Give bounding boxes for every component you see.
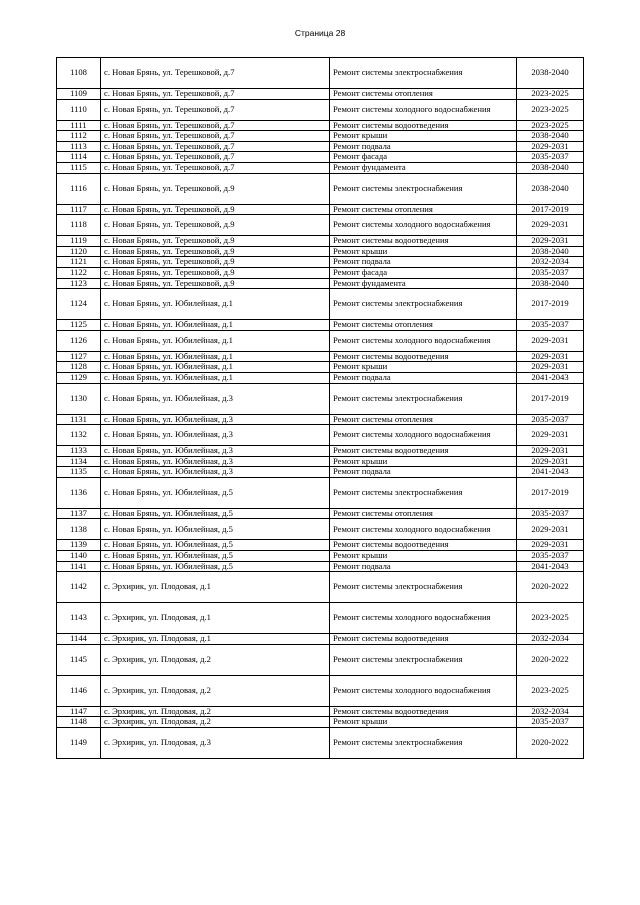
table-row [57, 351, 584, 362]
period-cell: 2038-2040 [517, 58, 584, 89]
row-number-cell: 1112 [57, 131, 101, 142]
period-cell: 2041-2043 [517, 467, 584, 478]
row-number-cell: 1134 [57, 456, 101, 467]
address-cell: с. Эрхирик, ул. Плодовая, д.1 [101, 572, 330, 603]
table-row [57, 508, 584, 519]
table-row [57, 131, 584, 142]
table-row [57, 425, 584, 446]
address-cell: с. Новая Брянь, ул. Юбилейная, д.5 [101, 477, 330, 508]
row-number-cell: 1120 [57, 246, 101, 257]
period-cell: 2038-2040 [517, 246, 584, 257]
work-type-cell: Ремонт системы холодного водоснабжения [330, 99, 517, 120]
address-cell: с. Новая Брянь, ул. Юбилейная, д.1 [101, 362, 330, 373]
work-type-cell: Ремонт фасада [330, 267, 517, 278]
address-cell: с. Новая Брянь, ул. Терешковой, д.7 [101, 99, 330, 120]
address-cell: с. Новая Брянь, ул. Юбилейная, д.5 [101, 540, 330, 551]
row-number-cell: 1132 [57, 425, 101, 446]
row-number-cell: 1117 [57, 204, 101, 215]
work-type-cell: Ремонт системы водоотведения [330, 706, 517, 717]
work-type-cell: Ремонт системы холодного водоснабжения [330, 603, 517, 634]
row-number-cell: 1121 [57, 257, 101, 268]
period-cell: 2038-2040 [517, 162, 584, 173]
table-row [57, 289, 584, 320]
work-type-cell: Ремонт системы водоотведения [330, 236, 517, 247]
address-cell: с. Новая Брянь, ул. Юбилейная, д.5 [101, 519, 330, 540]
address-cell: с. Новая Брянь, ул. Терешковой, д.7 [101, 131, 330, 142]
row-number-cell: 1141 [57, 561, 101, 572]
work-type-cell: Ремонт системы электроснабжения [330, 728, 517, 759]
period-cell: 2020-2022 [517, 644, 584, 675]
row-number-cell: 1146 [57, 675, 101, 706]
period-cell: 2017-2019 [517, 289, 584, 320]
period-cell: 2038-2040 [517, 173, 584, 204]
table-row [57, 456, 584, 467]
period-cell: 2029-2031 [517, 456, 584, 467]
table-row [57, 706, 584, 717]
address-cell: с. Новая Брянь, ул. Терешковой, д.9 [101, 246, 330, 257]
row-number-cell: 1144 [57, 634, 101, 645]
period-cell: 2035-2037 [517, 414, 584, 425]
work-type-cell: Ремонт системы электроснабжения [330, 572, 517, 603]
table-row [57, 467, 584, 478]
period-cell: 2035-2037 [517, 551, 584, 562]
period-cell: 2029-2031 [517, 141, 584, 152]
table-row [57, 58, 584, 89]
row-number-cell: 1116 [57, 173, 101, 204]
period-cell: 2032-2034 [517, 257, 584, 268]
address-cell: с. Новая Брянь, ул. Юбилейная, д.3 [101, 383, 330, 414]
period-cell: 2029-2031 [517, 425, 584, 446]
row-number-cell: 1129 [57, 372, 101, 383]
period-cell: 2035-2037 [517, 267, 584, 278]
work-type-cell: Ремонт системы водоотведения [330, 120, 517, 131]
period-cell: 2017-2019 [517, 477, 584, 508]
row-number-cell: 1119 [57, 236, 101, 247]
address-cell: с. Новая Брянь, ул. Терешковой, д.9 [101, 278, 330, 289]
table-row [57, 89, 584, 100]
row-number-cell: 1143 [57, 603, 101, 634]
period-cell: 2035-2037 [517, 320, 584, 331]
work-type-cell: Ремонт системы холодного водоснабжения [330, 330, 517, 351]
table-row [57, 99, 584, 120]
row-number-cell: 1136 [57, 477, 101, 508]
row-number-cell: 1139 [57, 540, 101, 551]
address-cell: с. Эрхирик, ул. Плодовая, д.2 [101, 717, 330, 728]
address-cell: с. Новая Брянь, ул. Терешковой, д.7 [101, 162, 330, 173]
address-cell: с. Новая Брянь, ул. Терешковой, д.9 [101, 215, 330, 236]
work-type-cell: Ремонт фасада [330, 152, 517, 163]
table-row [57, 141, 584, 152]
table-row [57, 257, 584, 268]
table-row [57, 477, 584, 508]
address-cell: с. Новая Брянь, ул. Юбилейная, д.3 [101, 456, 330, 467]
address-cell: с. Новая Брянь, ул. Юбилейная, д.1 [101, 320, 330, 331]
period-cell: 2035-2037 [517, 508, 584, 519]
period-cell: 2023-2025 [517, 675, 584, 706]
row-number-cell: 1110 [57, 99, 101, 120]
work-type-cell: Ремонт системы электроснабжения [330, 383, 517, 414]
table-body [57, 58, 584, 759]
work-type-cell: Ремонт системы электроснабжения [330, 477, 517, 508]
period-cell: 2023-2025 [517, 99, 584, 120]
period-cell: 2029-2031 [517, 540, 584, 551]
row-number-cell: 1149 [57, 728, 101, 759]
table-row [57, 362, 584, 373]
work-type-cell: Ремонт системы отопления [330, 414, 517, 425]
period-cell: 2029-2031 [517, 519, 584, 540]
address-cell: с. Новая Брянь, ул. Терешковой, д.9 [101, 173, 330, 204]
work-type-cell: Ремонт крыши [330, 362, 517, 373]
work-type-cell: Ремонт системы электроснабжения [330, 644, 517, 675]
address-cell: с. Новая Брянь, ул. Терешковой, д.7 [101, 89, 330, 100]
period-cell: 2035-2037 [517, 717, 584, 728]
table-row [57, 383, 584, 414]
table-row [57, 162, 584, 173]
table-row [57, 717, 584, 728]
work-type-cell: Ремонт системы холодного водоснабжения [330, 519, 517, 540]
page-number-header: Страница 28 [294, 28, 346, 38]
period-cell: 2029-2031 [517, 236, 584, 247]
work-type-cell: Ремонт системы отопления [330, 204, 517, 215]
table-row [57, 204, 584, 215]
table-row [57, 152, 584, 163]
row-number-cell: 1133 [57, 446, 101, 457]
row-number-cell: 1130 [57, 383, 101, 414]
address-cell: с. Новая Брянь, ул. Терешковой, д.7 [101, 120, 330, 131]
period-cell: 2023-2025 [517, 603, 584, 634]
address-cell: с. Новая Брянь, ул. Терешковой, д.7 [101, 141, 330, 152]
table-row [57, 215, 584, 236]
table-row [57, 603, 584, 634]
work-type-cell: Ремонт крыши [330, 456, 517, 467]
period-cell: 2041-2043 [517, 372, 584, 383]
period-cell: 2029-2031 [517, 446, 584, 457]
address-cell: с. Эрхирик, ул. Плодовая, д.2 [101, 706, 330, 717]
table-row [57, 540, 584, 551]
row-number-cell: 1131 [57, 414, 101, 425]
address-cell: с. Новая Брянь, ул. Юбилейная, д.3 [101, 467, 330, 478]
address-cell: с. Новая Брянь, ул. Юбилейная, д.5 [101, 561, 330, 572]
table-row [57, 278, 584, 289]
table-row [57, 372, 584, 383]
work-type-cell: Ремонт системы отопления [330, 508, 517, 519]
address-cell: с. Новая Брянь, ул. Терешковой, д.7 [101, 58, 330, 89]
row-number-cell: 1113 [57, 141, 101, 152]
row-number-cell: 1124 [57, 289, 101, 320]
period-cell: 2038-2040 [517, 278, 584, 289]
row-number-cell: 1126 [57, 330, 101, 351]
table-row [57, 330, 584, 351]
address-cell: с. Новая Брянь, ул. Терешковой, д.9 [101, 236, 330, 247]
row-number-cell: 1128 [57, 362, 101, 373]
row-number-cell: 1123 [57, 278, 101, 289]
table-row [57, 644, 584, 675]
address-cell: с. Новая Брянь, ул. Юбилейная, д.1 [101, 351, 330, 362]
address-cell: с. Новая Брянь, ул. Терешковой, д.9 [101, 204, 330, 215]
table-row [57, 572, 584, 603]
address-cell: с. Эрхирик, ул. Плодовая, д.1 [101, 603, 330, 634]
address-cell: с. Эрхирик, ул. Плодовая, д.2 [101, 675, 330, 706]
work-type-cell: Ремонт фундамента [330, 162, 517, 173]
work-type-cell: Ремонт системы водоотведения [330, 634, 517, 645]
row-number-cell: 1135 [57, 467, 101, 478]
address-cell: с. Новая Брянь, ул. Терешковой, д.9 [101, 257, 330, 268]
address-cell: с. Новая Брянь, ул. Юбилейная, д.1 [101, 330, 330, 351]
row-number-cell: 1118 [57, 215, 101, 236]
row-number-cell: 1140 [57, 551, 101, 562]
row-number-cell: 1138 [57, 519, 101, 540]
row-number-cell: 1114 [57, 152, 101, 163]
row-number-cell: 1122 [57, 267, 101, 278]
work-type-cell: Ремонт подвала [330, 141, 517, 152]
table-row [57, 246, 584, 257]
row-number-cell: 1145 [57, 644, 101, 675]
table-row [57, 320, 584, 331]
table-row [57, 120, 584, 131]
table-row [57, 728, 584, 759]
period-cell: 2035-2037 [517, 152, 584, 163]
period-cell: 2017-2019 [517, 383, 584, 414]
period-cell: 2029-2031 [517, 215, 584, 236]
work-type-cell: Ремонт системы электроснабжения [330, 58, 517, 89]
row-number-cell: 1127 [57, 351, 101, 362]
row-number-cell: 1111 [57, 120, 101, 131]
period-cell: 2029-2031 [517, 330, 584, 351]
table-row [57, 267, 584, 278]
work-type-cell: Ремонт фундамента [330, 278, 517, 289]
address-cell: с. Новая Брянь, ул. Юбилейная, д.5 [101, 508, 330, 519]
work-type-cell: Ремонт системы водоотведения [330, 351, 517, 362]
address-cell: с. Новая Брянь, ул. Терешковой, д.7 [101, 152, 330, 163]
work-type-cell: Ремонт подвала [330, 467, 517, 478]
work-type-cell: Ремонт крыши [330, 551, 517, 562]
work-type-cell: Ремонт крыши [330, 131, 517, 142]
work-type-cell: Ремонт подвала [330, 372, 517, 383]
table-row [57, 414, 584, 425]
address-cell: с. Эрхирик, ул. Плодовая, д.1 [101, 634, 330, 645]
period-cell: 2032-2034 [517, 634, 584, 645]
address-cell: с. Новая Брянь, ул. Юбилейная, д.1 [101, 372, 330, 383]
address-cell: с. Новая Брянь, ул. Юбилейная, д.3 [101, 425, 330, 446]
table-row [57, 173, 584, 204]
period-cell: 2041-2043 [517, 561, 584, 572]
address-cell: с. Новая Брянь, ул. Юбилейная, д.5 [101, 551, 330, 562]
period-cell: 2029-2031 [517, 351, 584, 362]
row-number-cell: 1148 [57, 717, 101, 728]
row-number-cell: 1108 [57, 58, 101, 89]
period-cell: 2017-2019 [517, 204, 584, 215]
period-cell: 2029-2031 [517, 362, 584, 373]
row-number-cell: 1137 [57, 508, 101, 519]
table-row [57, 519, 584, 540]
period-cell: 2020-2022 [517, 728, 584, 759]
row-number-cell: 1115 [57, 162, 101, 173]
row-number-cell: 1147 [57, 706, 101, 717]
row-number-cell: 1109 [57, 89, 101, 100]
period-cell: 2032-2034 [517, 706, 584, 717]
address-cell: с. Новая Брянь, ул. Терешковой, д.9 [101, 267, 330, 278]
work-type-cell: Ремонт подвала [330, 257, 517, 268]
table-row [57, 236, 584, 247]
work-type-cell: Ремонт системы электроснабжения [330, 173, 517, 204]
work-type-cell: Ремонт системы водоотведения [330, 446, 517, 457]
work-type-cell: Ремонт системы холодного водоснабжения [330, 425, 517, 446]
address-cell: с. Эрхирик, ул. Плодовая, д.3 [101, 728, 330, 759]
work-type-cell: Ремонт системы водоотведения [330, 540, 517, 551]
work-type-cell: Ремонт системы холодного водоснабжения [330, 675, 517, 706]
work-type-cell: Ремонт системы холодного водоснабжения [330, 215, 517, 236]
row-number-cell: 1142 [57, 572, 101, 603]
period-cell: 2023-2025 [517, 89, 584, 100]
row-number-cell: 1125 [57, 320, 101, 331]
work-type-cell: Ремонт подвала [330, 561, 517, 572]
address-cell: с. Новая Брянь, ул. Юбилейная, д.3 [101, 446, 330, 457]
work-type-cell: Ремонт системы электроснабжения [330, 289, 517, 320]
table-row [57, 446, 584, 457]
period-cell: 2038-2040 [517, 131, 584, 142]
address-cell: с. Новая Брянь, ул. Юбилейная, д.1 [101, 289, 330, 320]
period-cell: 2023-2025 [517, 120, 584, 131]
work-type-cell: Ремонт крыши [330, 246, 517, 257]
table-row [57, 551, 584, 562]
table-row [57, 675, 584, 706]
work-type-cell: Ремонт системы отопления [330, 89, 517, 100]
work-type-cell: Ремонт системы отопления [330, 320, 517, 331]
address-cell: с. Эрхирик, ул. Плодовая, д.2 [101, 644, 330, 675]
repair-schedule-table [56, 57, 584, 759]
address-cell: с. Новая Брянь, ул. Юбилейная, д.3 [101, 414, 330, 425]
period-cell: 2020-2022 [517, 572, 584, 603]
table-row [57, 561, 584, 572]
work-type-cell: Ремонт крыши [330, 717, 517, 728]
table-row [57, 634, 584, 645]
